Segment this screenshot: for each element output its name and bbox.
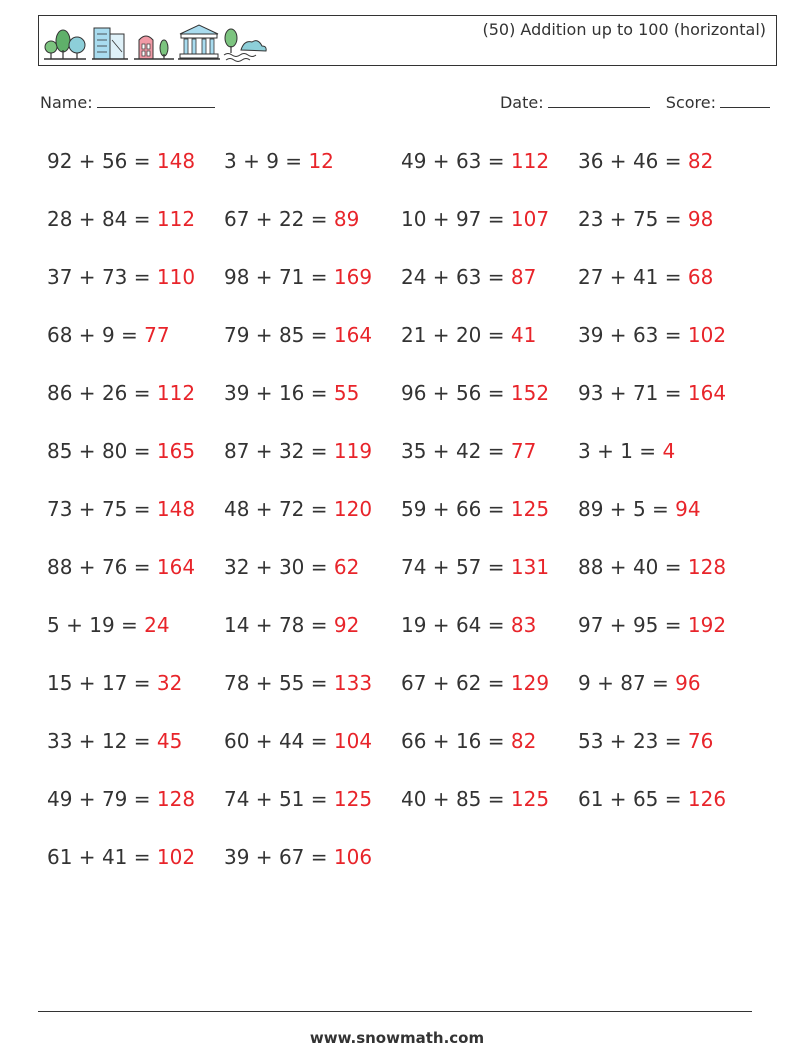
addend-a: 66: [401, 729, 427, 753]
addend-b: 56: [455, 381, 482, 405]
addend-b: 71: [278, 265, 305, 289]
problem-item: 96 + 56 = 152: [401, 381, 550, 405]
addend-b: 84: [101, 207, 128, 231]
addend-a: 60: [224, 729, 250, 753]
problem-item: 86 + 26 = 112: [47, 381, 196, 405]
answer: 106: [333, 845, 373, 869]
answer: 128: [156, 787, 196, 811]
addend-a: 5: [47, 613, 60, 637]
answer: 98: [687, 207, 714, 231]
problem-item: 59 + 66 = 125: [401, 497, 550, 521]
problem-item: 36 + 46 = 82: [578, 149, 714, 173]
problem-item: 66 + 16 = 82: [401, 729, 537, 753]
addend-a: 96: [401, 381, 427, 405]
problem-item: 48 + 72 = 120: [224, 497, 373, 521]
addend-b: 56: [101, 149, 128, 173]
addend-b: 85: [278, 323, 305, 347]
addend-b: 46: [632, 149, 659, 173]
answer: 125: [333, 787, 373, 811]
addend-b: 9: [266, 149, 279, 173]
problem-item: 53 + 23 = 76: [578, 729, 714, 753]
addend-a: 49: [47, 787, 73, 811]
addend-b: 64: [455, 613, 482, 637]
problem-item: 67 + 62 = 129: [401, 671, 550, 695]
date-blank-line[interactable]: [548, 93, 650, 108]
problem-grid: [47, 132, 767, 886]
addend-b: 32: [278, 439, 305, 463]
addend-a: 48: [224, 497, 250, 521]
addend-b: 85: [455, 787, 482, 811]
date-score-fields: [500, 93, 770, 112]
addend-b: 65: [632, 787, 659, 811]
addend-b: 55: [278, 671, 305, 695]
addend-a: 21: [401, 323, 427, 347]
addend-b: 19: [89, 613, 115, 637]
addend-a: 27: [578, 265, 604, 289]
problem-item: 10 + 97 = 107: [401, 207, 550, 231]
addend-a: 67: [401, 671, 427, 695]
museum-icon: [178, 25, 220, 59]
answer: 32: [156, 671, 183, 695]
office-building-icon: [92, 28, 128, 59]
answer: 107: [510, 207, 550, 231]
addend-b: 5: [632, 497, 646, 521]
addend-a: 92: [47, 149, 73, 173]
answer: 87: [510, 265, 537, 289]
addend-a: 73: [47, 497, 73, 521]
problem-item: 78 + 55 = 133: [224, 671, 373, 695]
addend-b: 12: [101, 729, 128, 753]
addend-b: 79: [101, 787, 128, 811]
addend-b: 41: [101, 845, 128, 869]
addend-b: 62: [455, 671, 482, 695]
answer: 164: [687, 381, 727, 405]
problem-item: 87 + 32 = 119: [224, 439, 373, 463]
answer: 110: [156, 265, 196, 289]
addend-a: 68: [47, 323, 73, 347]
addend-b: 63: [455, 149, 482, 173]
addend-a: 61: [578, 787, 604, 811]
problem-item: 49 + 79 = 128: [47, 787, 196, 811]
addend-a: 74: [401, 555, 427, 579]
problem-item: 39 + 67 = 106: [224, 845, 373, 869]
addend-b: 40: [632, 555, 659, 579]
answer: 24: [144, 613, 170, 637]
answer: 164: [156, 555, 196, 579]
problem-item: 21 + 20 = 41: [401, 323, 537, 347]
answer: 104: [333, 729, 373, 753]
addend-a: 14: [224, 613, 250, 637]
answer: 76: [687, 729, 714, 753]
problem-item: 5 + 19 = 24: [47, 613, 170, 637]
addend-b: 63: [455, 265, 482, 289]
answer: 152: [510, 381, 550, 405]
answer: 129: [510, 671, 550, 695]
problem-item: 79 + 85 = 164: [224, 323, 373, 347]
problem-item: 97 + 95 = 192: [578, 613, 727, 637]
score-blank-line[interactable]: [720, 93, 770, 108]
addend-b: 20: [455, 323, 482, 347]
answer: 192: [687, 613, 727, 637]
addend-b: 30: [278, 555, 305, 579]
addend-a: 15: [47, 671, 73, 695]
addend-b: 76: [101, 555, 128, 579]
addend-a: 23: [578, 207, 604, 231]
addend-a: 39: [224, 845, 250, 869]
answer: 125: [510, 787, 550, 811]
addend-a: 74: [224, 787, 250, 811]
addend-b: 42: [455, 439, 482, 463]
addend-a: 49: [401, 149, 427, 173]
answer: 102: [156, 845, 196, 869]
problem-item: 35 + 42 = 77: [401, 439, 537, 463]
answer: 12: [308, 149, 334, 173]
answer: 77: [144, 323, 170, 347]
addend-a: 61: [47, 845, 73, 869]
problem-item: 9 + 87 = 96: [578, 671, 701, 695]
problem-item: 37 + 73 = 110: [47, 265, 196, 289]
problem-item: 89 + 5 = 94: [578, 497, 701, 521]
problem-item: 60 + 44 = 104: [224, 729, 373, 753]
problem-item: 98 + 71 = 169: [224, 265, 373, 289]
footer-url: www.snowmath.com: [309, 1029, 485, 1047]
problem-item: 3 + 1 = 4: [578, 439, 676, 463]
addend-b: 44: [278, 729, 305, 753]
answer: 112: [510, 149, 550, 173]
problem-item: 73 + 75 = 148: [47, 497, 196, 521]
problem-item: 74 + 51 = 125: [224, 787, 373, 811]
trees-icon: [44, 30, 86, 59]
addend-a: 97: [578, 613, 604, 637]
addend-a: 35: [401, 439, 427, 463]
worksheet-header: [38, 15, 777, 66]
addend-b: 16: [455, 729, 482, 753]
answer: 77: [510, 439, 537, 463]
score-label: Score:: [665, 93, 716, 112]
addend-a: 37: [47, 265, 73, 289]
problem-item: 49 + 63 = 112: [401, 149, 550, 173]
problem-item: 61 + 65 = 126: [578, 787, 727, 811]
answer: 119: [333, 439, 373, 463]
addend-b: 78: [278, 613, 305, 637]
name-field[interactable]: [40, 93, 215, 112]
footer-divider: [38, 1011, 752, 1012]
answer: 62: [333, 555, 360, 579]
addend-b: 57: [455, 555, 482, 579]
addend-b: 95: [632, 613, 659, 637]
problem-item: 74 + 57 = 131: [401, 555, 550, 579]
name-label: Name:: [40, 93, 93, 112]
answer: 148: [156, 149, 196, 173]
addend-a: 28: [47, 207, 73, 231]
addend-b: 75: [632, 207, 659, 231]
answer: 125: [510, 497, 550, 521]
answer: 55: [333, 381, 360, 405]
addend-b: 23: [632, 729, 659, 753]
addend-b: 80: [101, 439, 128, 463]
addend-b: 26: [101, 381, 128, 405]
addend-b: 72: [278, 497, 305, 521]
answer: 4: [662, 439, 676, 463]
addend-a: 85: [47, 439, 73, 463]
addend-a: 98: [224, 265, 250, 289]
addend-a: 53: [578, 729, 604, 753]
addend-b: 97: [455, 207, 482, 231]
house-tree-icon: [134, 36, 174, 59]
problem-item: 88 + 40 = 128: [578, 555, 727, 579]
answer: 133: [333, 671, 373, 695]
addend-b: 51: [278, 787, 305, 811]
problem-item: 88 + 76 = 164: [47, 555, 196, 579]
problem-item: 68 + 9 = 77: [47, 323, 170, 347]
problem-item: 15 + 17 = 32: [47, 671, 183, 695]
problem-item: 28 + 84 = 112: [47, 207, 196, 231]
addend-a: 88: [47, 555, 73, 579]
answer: 41: [510, 323, 537, 347]
addend-b: 71: [632, 381, 659, 405]
answer: 83: [510, 613, 537, 637]
addend-b: 66: [455, 497, 482, 521]
answer: 92: [333, 613, 360, 637]
addend-b: 73: [101, 265, 128, 289]
answer: 165: [156, 439, 196, 463]
answer: 82: [687, 149, 714, 173]
tree-river-icon: [224, 29, 266, 62]
answer: 148: [156, 497, 196, 521]
problem-item: 27 + 41 = 68: [578, 265, 714, 289]
addend-b: 87: [620, 671, 646, 695]
addend-a: 87: [224, 439, 250, 463]
problem-item: 19 + 64 = 83: [401, 613, 537, 637]
addend-b: 22: [278, 207, 305, 231]
date-label: Date:: [499, 93, 544, 112]
addend-a: 79: [224, 323, 250, 347]
problem-item: 67 + 22 = 89: [224, 207, 360, 231]
answer: 112: [156, 207, 196, 231]
answer: 82: [510, 729, 537, 753]
problem-item: 39 + 16 = 55: [224, 381, 360, 405]
problem-item: 85 + 80 = 165: [47, 439, 196, 463]
answer: 45: [156, 729, 183, 753]
problem-item: 24 + 63 = 87: [401, 265, 537, 289]
addend-b: 1: [620, 439, 633, 463]
worksheet-title: (50) Addition up to 100 (horizontal): [482, 20, 766, 39]
addend-a: 32: [224, 555, 250, 579]
problem-item: 92 + 56 = 148: [47, 149, 196, 173]
problem-item: 39 + 63 = 102: [578, 323, 727, 347]
addend-b: 63: [632, 323, 659, 347]
addend-a: 9: [578, 671, 591, 695]
answer: 128: [687, 555, 727, 579]
problem-item: 14 + 78 = 92: [224, 613, 360, 637]
addend-a: 10: [401, 207, 427, 231]
answer: 68: [687, 265, 714, 289]
answer: 120: [333, 497, 373, 521]
addend-a: 67: [224, 207, 250, 231]
addend-b: 17: [101, 671, 128, 695]
addend-b: 16: [278, 381, 305, 405]
answer: 164: [333, 323, 373, 347]
addend-b: 41: [632, 265, 659, 289]
answer: 126: [687, 787, 727, 811]
addend-a: 88: [578, 555, 604, 579]
addend-a: 19: [401, 613, 427, 637]
problem-item: 33 + 12 = 45: [47, 729, 183, 753]
addend-a: 89: [578, 497, 604, 521]
answer: 96: [675, 671, 701, 695]
addend-a: 36: [578, 149, 604, 173]
addend-a: 3: [224, 149, 237, 173]
answer: 169: [333, 265, 373, 289]
addend-a: 59: [401, 497, 427, 521]
addend-a: 39: [578, 323, 604, 347]
addend-a: 78: [224, 671, 250, 695]
addend-a: 39: [224, 381, 250, 405]
problem-item: 40 + 85 = 125: [401, 787, 550, 811]
problem-item: 61 + 41 = 102: [47, 845, 196, 869]
addend-a: 93: [578, 381, 604, 405]
answer: 89: [333, 207, 360, 231]
header-illustrations: [42, 20, 272, 64]
answer: 94: [675, 497, 701, 521]
addend-a: 86: [47, 381, 73, 405]
addend-b: 9: [101, 323, 115, 347]
answer: 102: [687, 323, 727, 347]
addend-a: 3: [578, 439, 591, 463]
problem-item: 3 + 9 = 12: [224, 149, 334, 173]
answer: 131: [510, 555, 550, 579]
answer: 112: [156, 381, 196, 405]
addend-b: 67: [278, 845, 305, 869]
addend-a: 40: [401, 787, 427, 811]
name-blank-line[interactable]: [97, 93, 215, 108]
problem-item: 23 + 75 = 98: [578, 207, 714, 231]
addend-b: 75: [101, 497, 128, 521]
addend-a: 33: [47, 729, 73, 753]
problem-item: 32 + 30 = 62: [224, 555, 360, 579]
addend-a: 24: [401, 265, 427, 289]
problem-item: 93 + 71 = 164: [578, 381, 727, 405]
